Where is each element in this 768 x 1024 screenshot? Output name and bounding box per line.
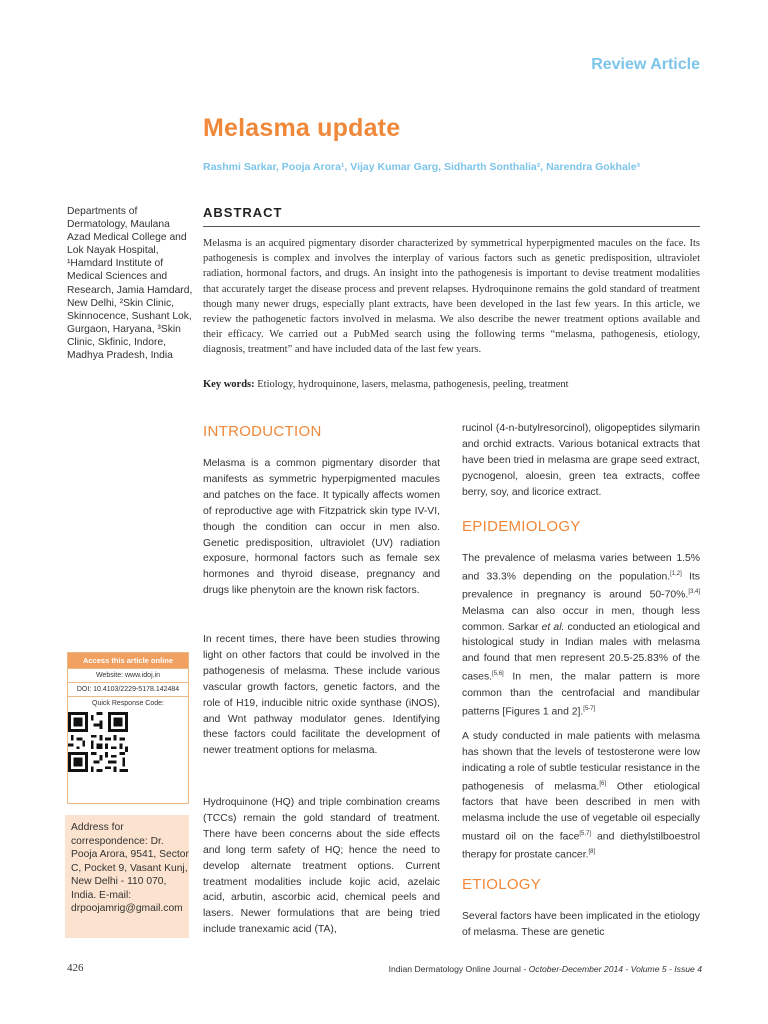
- correspondence-address: Address for correspondence: Dr. Pooja Arora, 9541, Sector C, Pocket 9, Vasant Kunj, New Delhi - 110 070, India. E-mail: drpoojamrig@gmail.com: [65, 815, 189, 938]
- citation: [5,6]: [492, 671, 504, 678]
- article-type-label: Review Article: [591, 56, 700, 73]
- citation: [8]: [588, 849, 596, 856]
- citation: [1,2]: [670, 570, 682, 577]
- epidemiology-text: The prevalence of melasma varies between 1.5% and 33.3% depending on the population.: [462, 553, 700, 583]
- citation: [5-7]: [583, 705, 596, 712]
- author-list: Rashmi Sarkar, Pooja Arora¹, Vijay Kumar Garg, Sidharth Sonthalia², Narendra Gokhale³: [203, 161, 641, 173]
- journal-name: Indian Dermatology Online Journal -: [388, 964, 529, 974]
- etiology-paragraph-1: Several factors have been implicated in the etiology of melasma. These are genetic: [462, 911, 700, 938]
- author-affiliations: Departments of Dermatology, Maulana Azad Medical College and Lok Nayak Hospital, ¹Hamdard Institute of Medical Sciences and Research, Jamia Hamdard, New Delhi, ²Skin Clinic, Skinnocence, Sushant Lok, Gurgaon, Haryana, ³Skin Clinic, Skfinic, Indore, Madhya Pradesh, India: [67, 206, 193, 362]
- epidemiology-heading: EPIDEMIOLOGY: [462, 518, 581, 535]
- epidemiology-text: A study conducted in male patients with melasma has shown that the levels of testosterone were low indicating a role of subtle testicular resistance in the pathogenesis of melasma.: [462, 731, 700, 793]
- epidemiology-text: and diethylstilboestrol therapy for prostate cancer.: [462, 831, 700, 861]
- journal-issue: October-December 2014 - Volume 5 - Issue 4: [528, 964, 702, 974]
- introduction-paragraph-3: Hydroquinone (HQ) and triple combination creams (TCCs) remain the gold standard of treatment. There have been concerns about the side effects and long term safety of HQ; hence the need to develop alternate treatment options. Current treatment modalities include kojic acid, azelaic acid, arbutin, ascorbic acid, chemical peels and lasers. Newer formulations that are being tried include tranexamic acid (TA),: [203, 797, 440, 936]
- abstract-text: Melasma is an acquired pigmentary disorder characterized by symmetrical hyperpigmented macules on the face. Its pathogenesis is complex and involves the interplay of various factors such as genetic predisposition, ultraviolet radiation, hormonal factors, and drugs. An insight into the pathogenesis is important to devise treatment modalities that accurately target the disease process and prevent relapses. Hydroquinone remains the gold standard of treatment though many newer drugs, especially plant extracts, have been developed in the last few years. In this article, we review the pathogenetic factors involved in melasma. We also describe the newer treatment options available and their efficacy. We carried out a PubMed search using the following terms “melasma, pathogenesis, etiology, diagnosis, treatment” and have included data of the last few years.: [203, 238, 700, 356]
- qr-code-image: [68, 712, 128, 772]
- abstract-heading: ABSTRACT: [203, 205, 700, 227]
- epidemiology-paragraph-1: [462, 551, 700, 720]
- doi-text: DOI: 10.4103/2229-5178.142484: [68, 682, 188, 696]
- etiology-heading: ETIOLOGY: [462, 876, 542, 893]
- keywords-list: Etiology, hydroquinone, lasers, melasma, pathogenesis, peeling, treatment: [257, 379, 569, 390]
- epidemiology-text: Melasma can also occur in men, though less common. Sarkar: [462, 605, 700, 633]
- journal-footer: [300, 964, 702, 974]
- page-number: 426: [67, 962, 84, 974]
- qr-code-label: Quick Response Code:: [68, 696, 188, 710]
- keywords-label: Key words:: [203, 379, 255, 390]
- website-link[interactable]: Website: www.idoj.in: [68, 668, 188, 682]
- citation: [6]: [599, 780, 606, 787]
- introduction-paragraph-1: Melasma is a common pigmentary disorder that manifests as symmetric hyperpigmented macules and patches on the face. It typically affects women of reproductive age with Fitzpatrick skin type IV-VI, though the condition can occur in men also. Genetic predisposition, ultraviolet (UV) radiation exposure, hormonal factors such as female sex hormones and thyroid disease, pregnancy and drugs like phenytoin are the known risk factors.: [203, 458, 440, 597]
- article-title: Melasma update: [203, 114, 401, 142]
- epidemiology-text: In men, the malar pattern is more common than the centrofacial and mandibular patterns [Figures 1 and 2].: [462, 671, 700, 718]
- et-al: et al.: [541, 621, 565, 633]
- introduction-paragraph-2: In recent times, there have been studies throwing light on other factors that could be involved in the pathogenesis of melasma. These include various vascular growth factors, genetic factors, and the role of H19, inducible nitric oxide synthase (iNOS), and Wnt pathway modulator genes. Identifying these factors could facilitate the development of newer treatment options for melasma.: [203, 634, 440, 757]
- citation: [5,7]: [579, 830, 592, 837]
- article-access-box: [67, 652, 189, 804]
- keywords: [203, 379, 700, 390]
- introduction-heading: INTRODUCTION: [203, 423, 322, 440]
- epidemiology-text: conducted an etiological and histological study in Indian males with melasma and found that men represent 20.5-25.83% of the cases.: [462, 621, 700, 683]
- access-box-title: Access this article online: [68, 653, 188, 668]
- citation: [3,4]: [688, 589, 700, 596]
- epidemiology-paragraph-2: [462, 729, 700, 864]
- epidemiology-text: Other etiological factors that have been described in men with melasma include the use of vegetable oil especially mustard oil on the face: [462, 781, 700, 843]
- introduction-paragraph-4: rucinol (4-n-butylresorcinol), oligopeptides silymarin and orchid extracts. Various botanical extracts that have been tried in melasma are grape seed extract, pycnogenol, aloesin, green tea extracts, coffee berry, soy, and licorice extract.: [462, 423, 700, 498]
- epidemiology-text: Its prevalence in pregnancy is around 50-70%.: [462, 571, 700, 601]
